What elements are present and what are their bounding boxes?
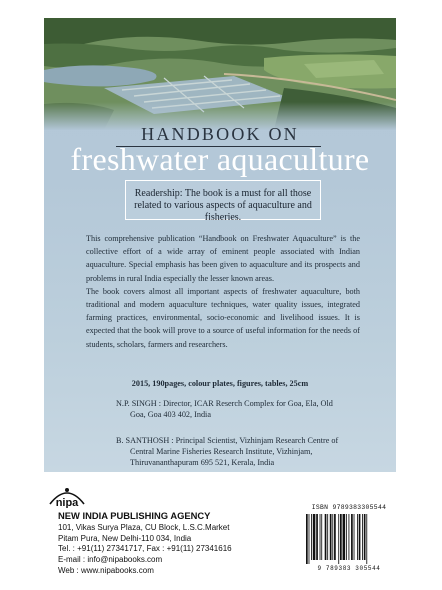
- book-description: [86, 232, 360, 351]
- publisher-website: Web : www.nipabooks.com: [58, 565, 154, 575]
- author-2-line-1: B. SANTHOSH : Principal Scientist, Vizhinjam Research Centre of: [116, 436, 339, 445]
- publication-specs: 2015, 190pages, colour plates, figures, tables, 25cm: [131, 379, 309, 388]
- description-paragraph-2: The book covers almost all important aspects of freshwater aquaculture, both traditional and modern aquaculture techniques, water quality issues, integrated farming practices, environmental, socio-economic and livelihood issues. It is expected that the book will prove to a source of useful information for the needs of students, scholars, farmers and researchers.: [86, 286, 360, 349]
- logo-text: nipa: [55, 497, 79, 508]
- isbn-text: ISBN 9789383305544: [311, 504, 387, 511]
- publisher-phone: Tel. : +91(11) 27341717, Fax : +91(11) 27341616: [58, 544, 232, 554]
- aerial-photo-illustration: [44, 18, 396, 130]
- nipa-logo-icon: [44, 486, 90, 508]
- title-top-text: HANDBOOK ON: [141, 124, 299, 144]
- nipa-logo: [44, 486, 90, 508]
- isbn-barcode: [300, 504, 398, 574]
- publisher-email: E-mail : info@nipabooks.com: [58, 555, 163, 565]
- publisher-address-1: 101, Vikas Surya Plaza, CU Block, L.S.C.Market: [58, 522, 230, 532]
- aquaculture-ponds-photo: [44, 18, 396, 130]
- author-2-line-2: Central Marine Fisheries Research Institute, Vizhinjam,: [130, 446, 313, 456]
- description-paragraph-1: This comprehensive publication “Handbook on Freshwater Aquaculture” is the collective effort of a wide array of eminent people associated with Indian aquaculture. Special emphasis has been given to aquaculture and its prospects and problems in rural India especially the lesser known areas.: [86, 234, 360, 283]
- title-freshwater-aquaculture: freshwater aquaculture: [70, 141, 370, 177]
- publisher-name: NEW INDIA PUBLISHING AGENCY: [58, 510, 211, 521]
- author-b-santhosh: [116, 436, 356, 468]
- barcode-number: 9 789383 305544: [317, 565, 381, 572]
- book-back-cover: [44, 18, 396, 472]
- readership-box: Readership: The book is a must for all those related to various aspects of aquaculture and fisheries.: [125, 180, 321, 220]
- author-1-line-2: Goa, Goa 403 402, India: [130, 409, 211, 419]
- publisher-address-2: Pitam Pura, New Delhi-110 034, India: [58, 533, 192, 543]
- publisher-info: [58, 511, 298, 577]
- author-1-line-1: N.P. SINGH : Director, ICAR Reserch Complex for Goa, Ela, Old: [116, 399, 333, 408]
- barcode-bars: [304, 514, 394, 564]
- author-2-line-3: Thiruvananthapuram 695 521, Kerala, India: [130, 457, 275, 467]
- author-np-singh: [116, 399, 356, 421]
